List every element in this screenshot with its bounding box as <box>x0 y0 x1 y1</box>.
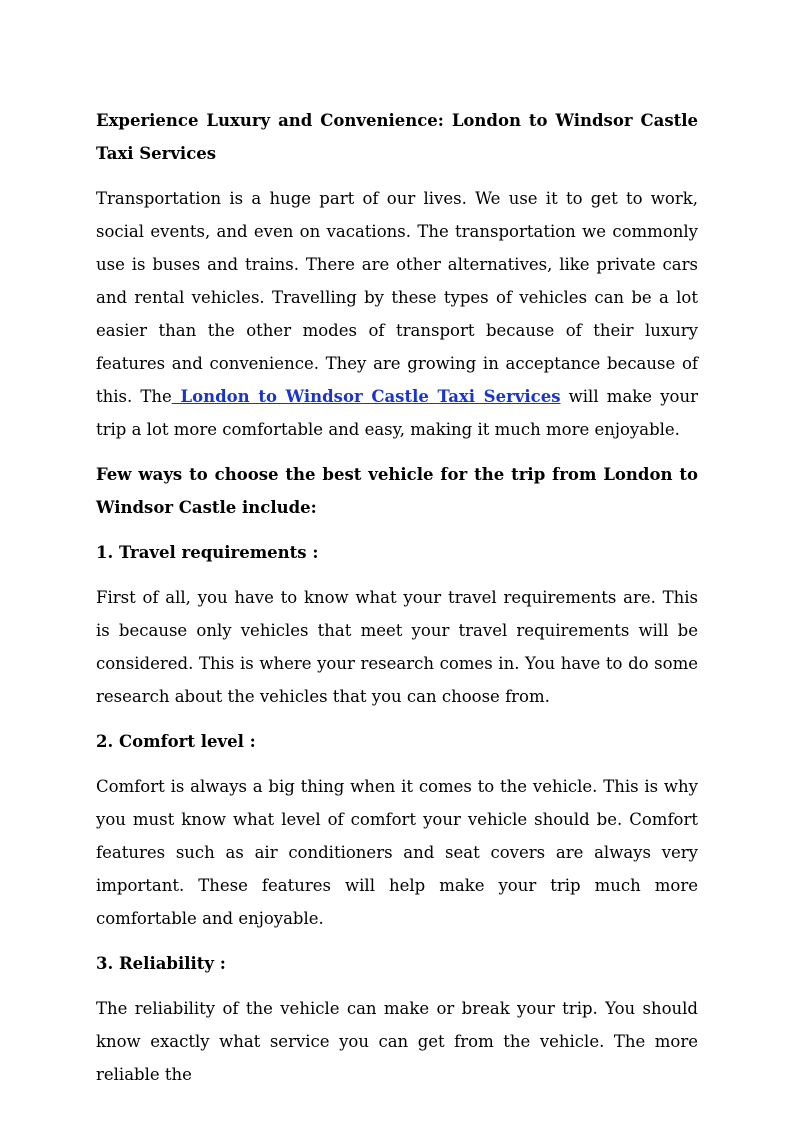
section-heading-travel-requirements: 1. Travel requirements : <box>96 543 319 562</box>
section-body-comfort-level: Comfort is always a big thing when it comes to the vehicle. This is why you must know what level of comfort your vehicle should be. Comfort features such as air conditioners and seat covers are always very important. These features will help make your trip much more comfortable and enjoyable. <box>96 777 698 928</box>
london-windsor-taxi-link[interactable]: London to Windsor Castle Taxi Services <box>171 387 561 406</box>
document-title: Experience Luxury and Convenience: London to Windsor Castle Taxi Services <box>96 111 698 163</box>
intro-text: Transportation is a huge part of our lives. We use it to get to work, social events, and even on vacations. The transportation we commonly use is buses and trains. There are other alternatives, like private cars and rental vehicles. Travelling by these types of vehicles can be a lot easier than the other modes of transport because of their luxury features and convenience. They are growing in acceptance because of this. The <box>96 189 698 406</box>
intro-paragraph <box>96 182 698 446</box>
intro-text-continued: will make your trip a lot more comfortable and easy, making it much more enjoyable. <box>96 387 698 439</box>
document-page <box>96 104 698 1103</box>
section-heading-reliability: 3. Reliability : <box>96 954 226 973</box>
section-subheading: Few ways to choose the best vehicle for the trip from London to Windsor Castle include: <box>96 465 698 517</box>
section-body-travel-requirements: First of all, you have to know what your travel requirements are. This is because only vehicles that meet your travel requirements will be considered. This is where your research comes in. You have to do some research about the vehicles that you can choose from. <box>96 588 698 706</box>
section-heading-comfort-level: 2. Comfort level : <box>96 732 256 751</box>
section-body-reliability: The reliability of the vehicle can make or break your trip. You should know exactly what service you can get from the vehicle. The more reliable the <box>96 999 698 1084</box>
